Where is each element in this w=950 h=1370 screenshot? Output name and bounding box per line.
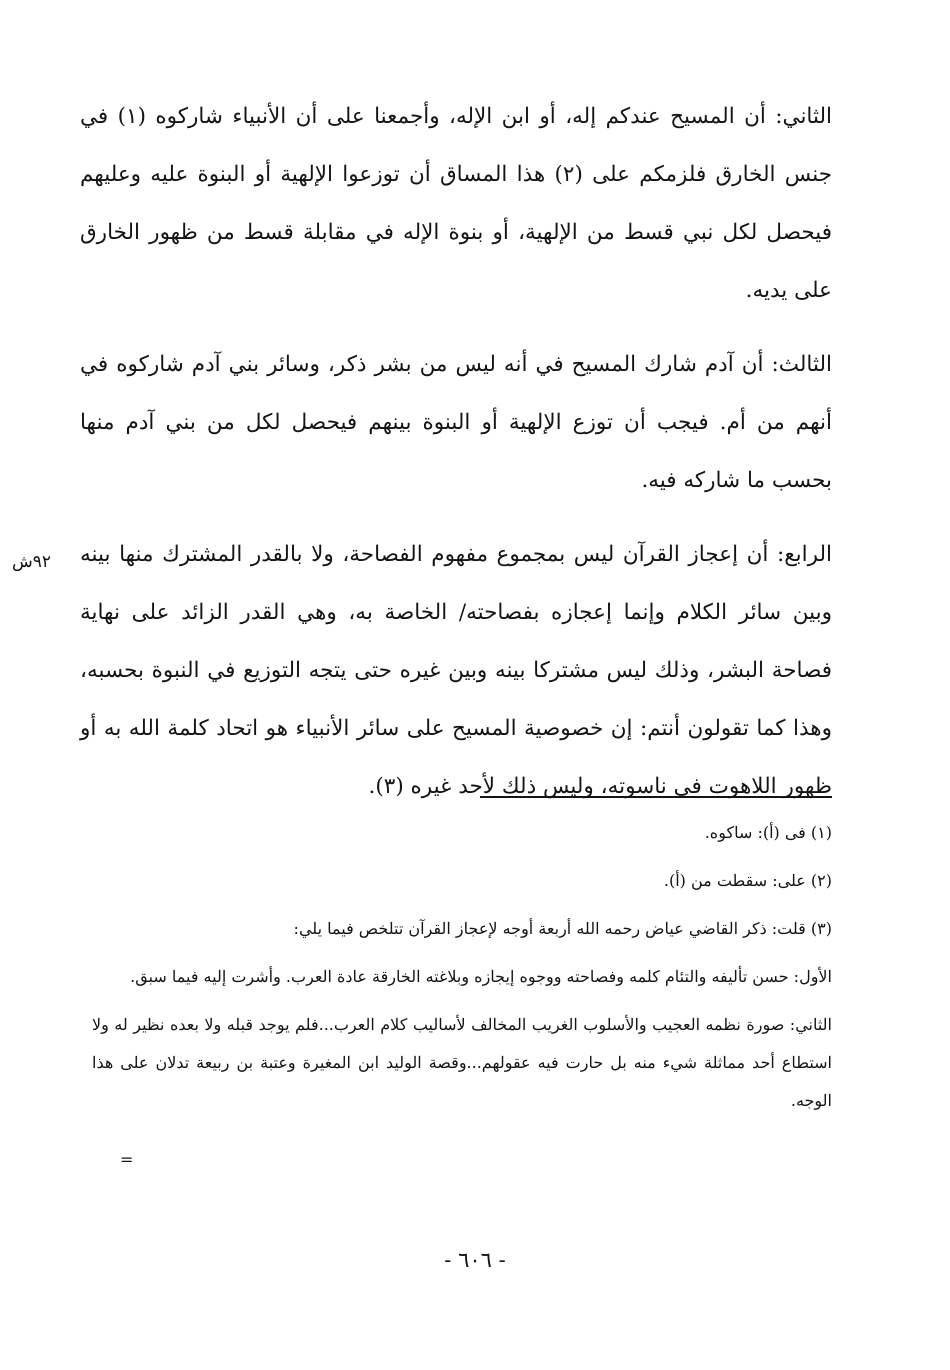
footnote-3-first-aspect: الأول: حسن تأليفه والتئام كلمه وفصاحته ووجوه إيجازه وبلاغته الخارقة عادة العرب. وأشرت إليه فيما سبق. [130,967,832,986]
footnote-1: (١) فى (أ): ساكوه. [704,823,832,842]
paragraph-fourth-argument: الرابع: أن إعجاز القرآن ليس بمجموع مفهوم الفصاحة، ولا بالقدر المشترك منها بينه وبين سائر الكلام وإنما إعجازه بفصاحته/ الخاصة به، وهي القدر الزائد على نهاية فصاحة البشر، وذلك ليس مشتركا بينه وبين غيره حتى يتجه التوزيع في النبوة بحسبه، وهذا كما تقولون أنتم: إن خصوصية المسيح على سائر الأنبياء هو اتحاد كلمة الله به أو ظهور اللاهوت في ناسوته، وليس ذلك لأحد غيره (٣). [80,542,832,799]
page-number: - ٦٠٦ - [444,1248,506,1272]
footnotes [92,814,832,1130]
footnote-continuation-mark: = [120,1150,134,1169]
paragraph-second-argument: الثاني: أن المسيح عندكم إله، أو ابن الإله، وأجمعنا على أن الأنبياء شاركوه (١) في جنس الخارق فلزمكم على (٢) هذا المساق أن توزعوا الإلهية أو البنوة عليه وعليهم فيحصل لكل نبي قسط من الإلهية، أو بنوة الإله في مقابلة قسط من ظهور الخارق على يديه. [80,104,832,303]
footnote-3-second-aspect: الثاني: صورة نظمه العجيب والأسلوب الغريب المخالف لأساليب كلام العرب...فلم يوجد قبله ولا بعده نظير له ولا استطاع أحد مماثلة شيء منه بل حارت فيه عقولهم...وقصة الوليد ابن المغيرة وعتبة بن ربيعة تدلان على هذا الوجه. [92,1015,832,1110]
main-text [80,88,832,832]
footnote-3: (٣) قلت: ذكر القاضي عياض رحمه الله أربعة أوجه لإعجاز القرآن تتلخص فيما يلي: [293,919,832,938]
paragraph-third-argument: الثالث: أن آدم شارك المسيح في أنه ليس من بشر ذكر، وسائر بني آدم شاركوه في أنهم من أم. فيجب أن توزع الإلهية أو البنوة بينهم فيحصل لكل من بني آدم منها بحسب ما شاركه فيه. [80,352,832,493]
footnote-divider [480,796,832,798]
footnote-2: (٢) على: سقطت من (أ). [663,871,832,890]
manuscript-folio-note: ٩٢ش [12,552,52,572]
